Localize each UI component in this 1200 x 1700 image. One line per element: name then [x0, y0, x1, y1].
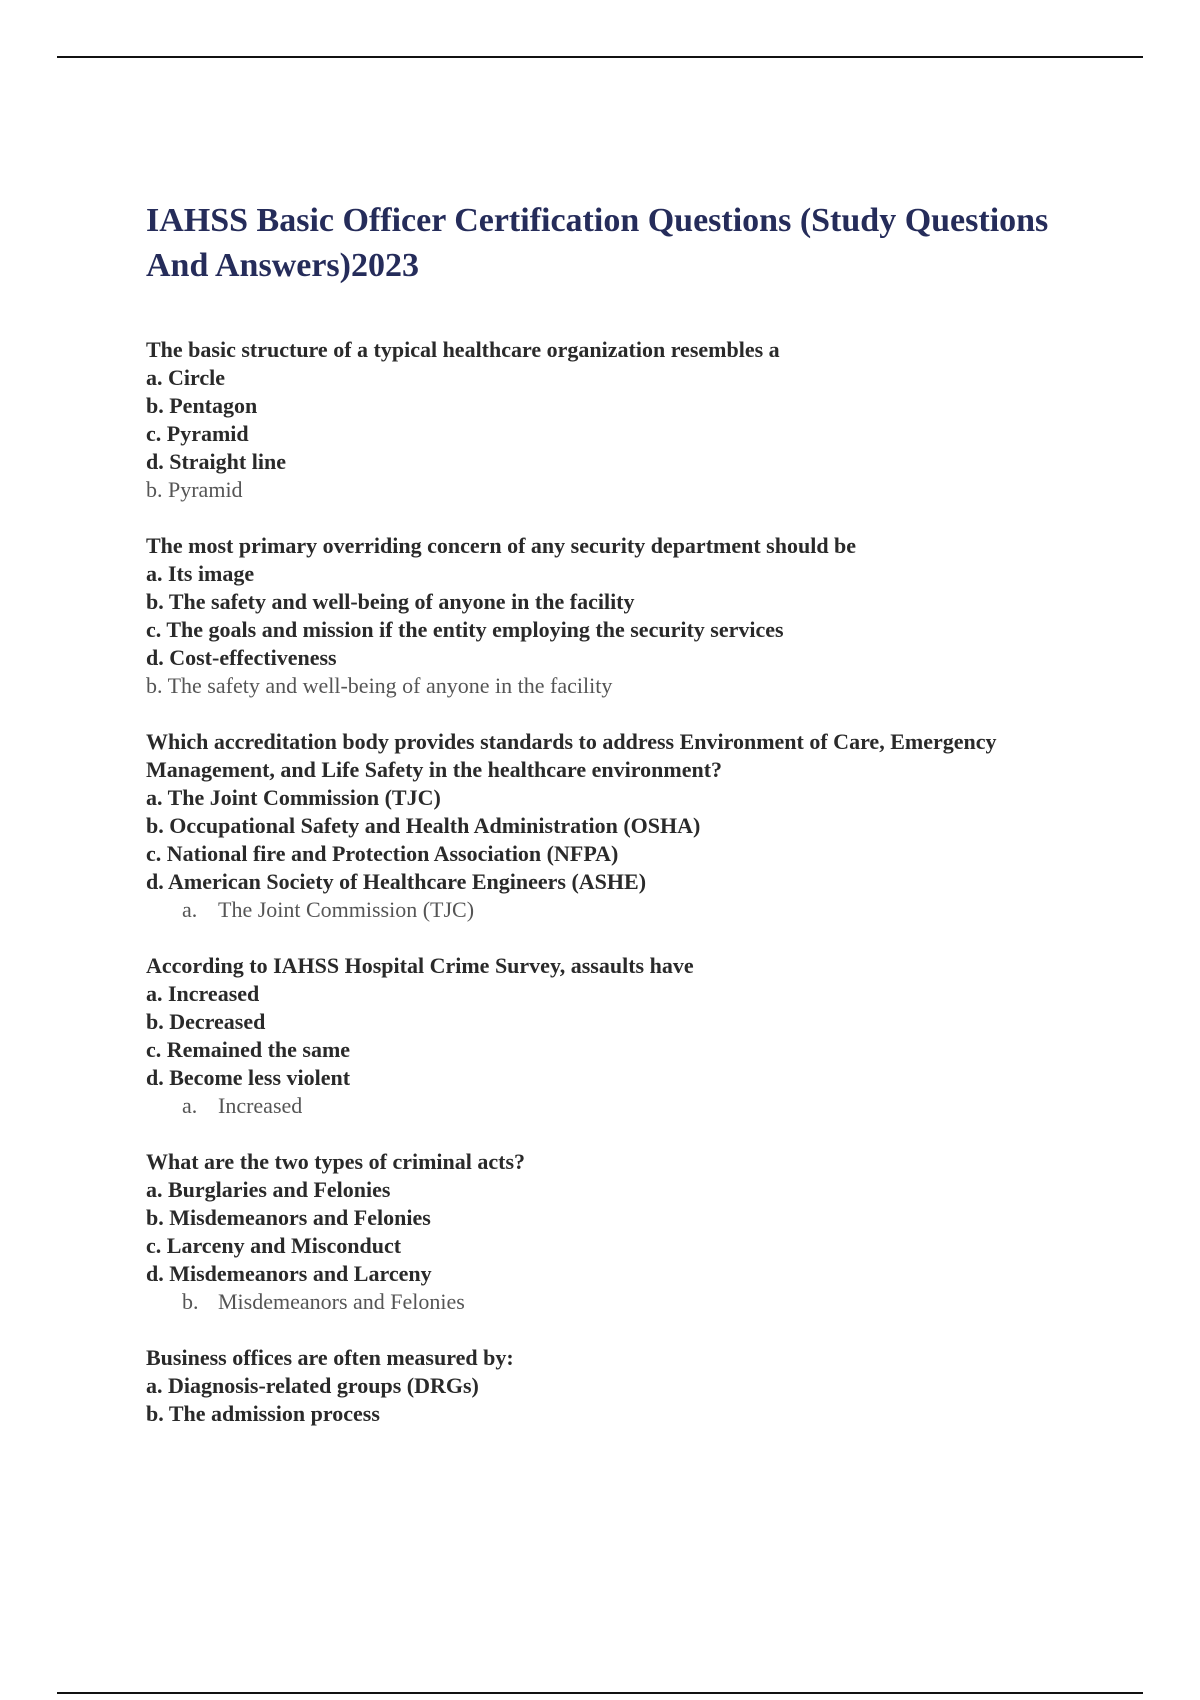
answer	[146, 1288, 1106, 1316]
answer-text: The Joint Commission (TJC)	[218, 897, 475, 922]
option: b. Misdemeanors and Felonies	[146, 1205, 431, 1230]
option: c. National fire and Protection Association (NFPA)	[146, 841, 619, 866]
question-text: Business offices are often measured by:	[146, 1345, 514, 1370]
answer: b. The safety and well-being of anyone in the facility	[146, 673, 613, 698]
option: a. Burglaries and Felonies	[146, 1177, 391, 1202]
option: b. The safety and well-being of anyone in the facility	[146, 589, 635, 614]
answer-text: Increased	[218, 1093, 303, 1118]
option: d. Misdemeanors and Larceny	[146, 1261, 432, 1286]
question-text: Which accreditation body provides standards to address Environment of Care, Emergency Management, and Life Safety in the healthcare environment?	[146, 729, 997, 782]
question-block	[146, 728, 1106, 924]
question-block	[146, 1148, 1106, 1316]
question-block	[146, 952, 1106, 1120]
question-text: The basic structure of a typical healthcare organization resembles a	[146, 337, 780, 362]
answer-letter: a.	[182, 897, 198, 922]
option: d. Become less violent	[146, 1065, 351, 1090]
option: a. Circle	[146, 365, 226, 390]
option: a. Diagnosis-related groups (DRGs)	[146, 1373, 479, 1398]
answer	[146, 1092, 1106, 1120]
option: c. Pyramid	[146, 421, 249, 446]
answer-letter: a.	[182, 1093, 198, 1118]
question-text: What are the two types of criminal acts?	[146, 1149, 526, 1174]
answer: b. Pyramid	[146, 477, 243, 502]
document-body	[146, 198, 1106, 1428]
option: b. Decreased	[146, 1009, 266, 1034]
option: d. American Society of Healthcare Engineers (ASHE)	[146, 869, 647, 894]
footer-rule	[57, 1692, 1143, 1694]
option: a. Its image	[146, 561, 255, 586]
option: b. The admission process	[146, 1401, 380, 1426]
option: c. The goals and mission if the entity employing the security services	[146, 617, 784, 642]
header-rule	[57, 56, 1143, 58]
question-text: The most primary overriding concern of any security department should be	[146, 533, 857, 558]
answer-letter: b.	[182, 1289, 199, 1314]
document-title: IAHSS Basic Officer Certification Questions (Study Questions And Answers)2023	[146, 202, 1049, 284]
option: b. Occupational Safety and Health Administration (OSHA)	[146, 813, 701, 838]
option: c. Remained the same	[146, 1037, 351, 1062]
option: c. Larceny and Misconduct	[146, 1233, 402, 1258]
option: b. Pentagon	[146, 393, 258, 418]
answer-text: Misdemeanors and Felonies	[218, 1289, 465, 1314]
option: a. Increased	[146, 981, 260, 1006]
option: a. The Joint Commission (TJC)	[146, 785, 441, 810]
answer	[146, 896, 1106, 924]
question-block	[146, 336, 1106, 504]
option: d. Cost-effectiveness	[146, 645, 337, 670]
question-text: According to IAHSS Hospital Crime Survey, assaults have	[146, 953, 694, 978]
option: d. Straight line	[146, 449, 286, 474]
question-block	[146, 1344, 1106, 1428]
question-block	[146, 532, 1106, 700]
